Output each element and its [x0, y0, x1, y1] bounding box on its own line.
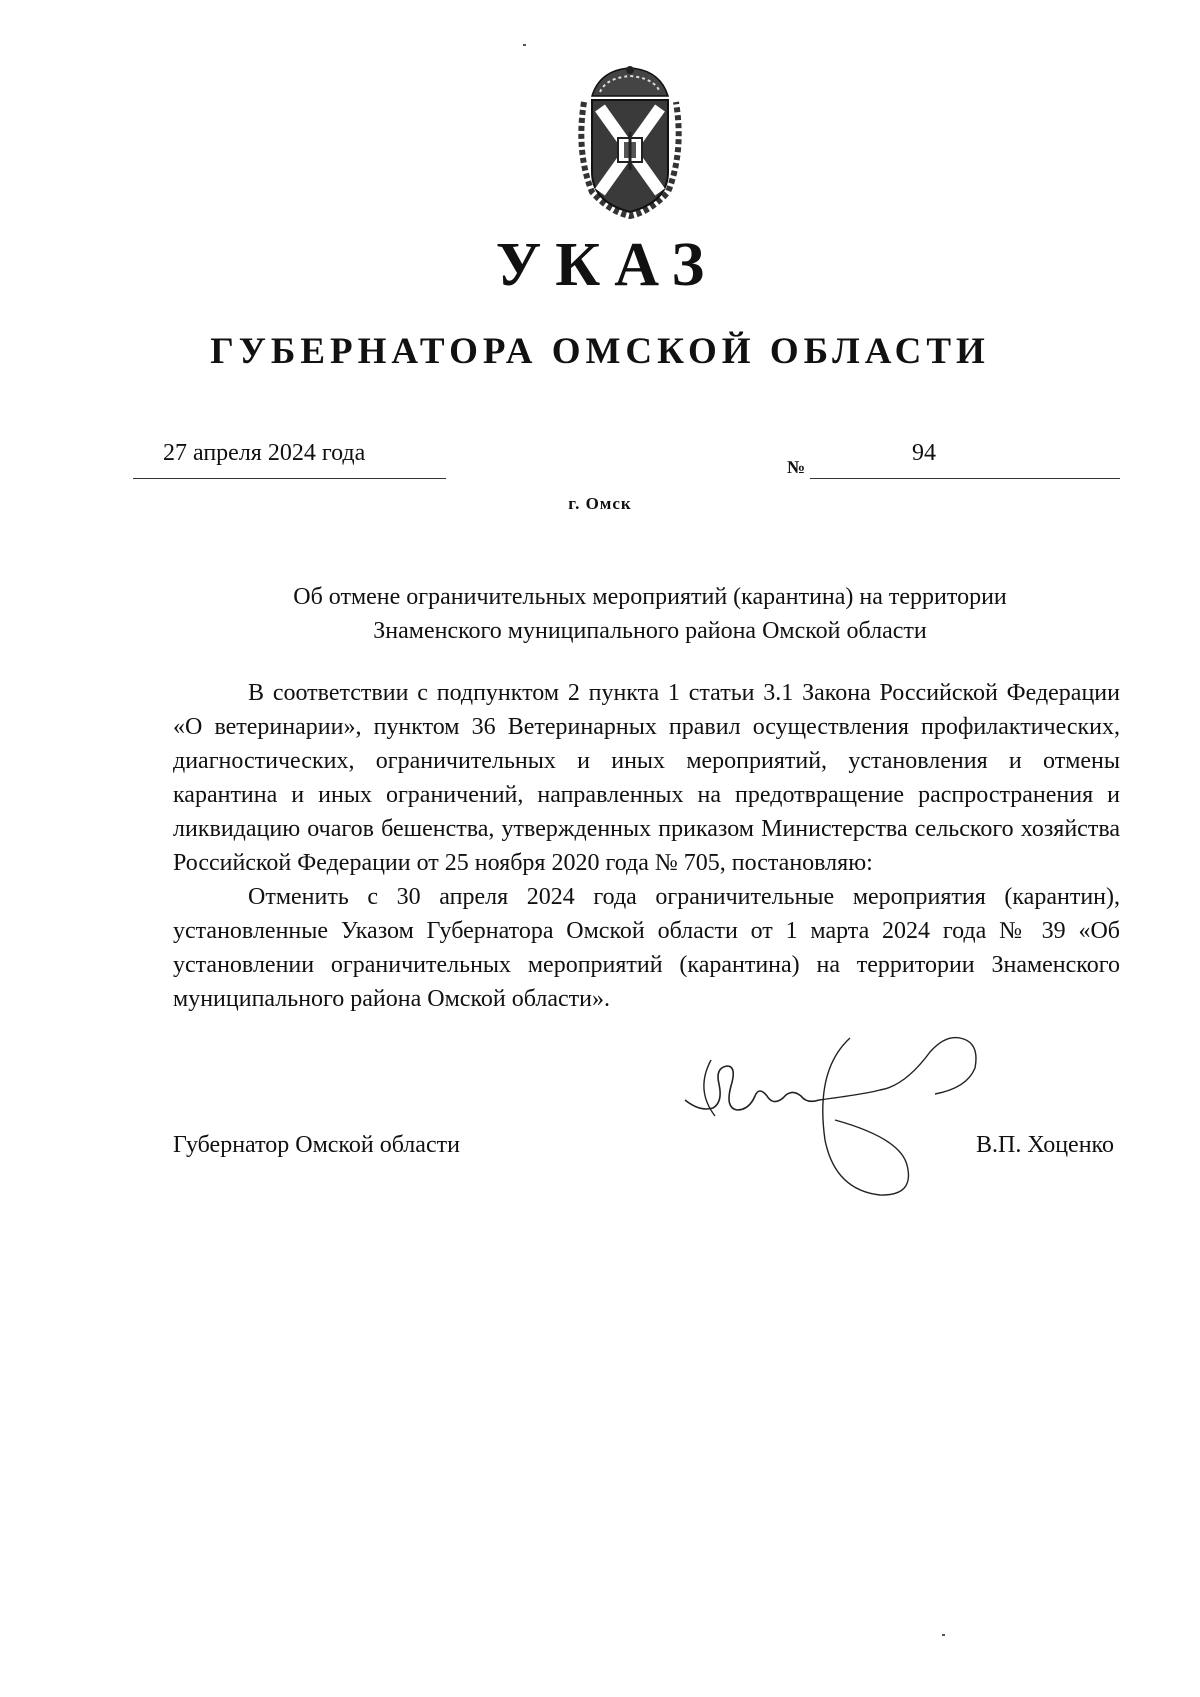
subject-line-1: Об отмене ограничительных мероприятий (карантина) на территории: [293, 584, 1007, 610]
document-subtitle: ГУБЕРНАТОРА ОМСКОЙ ОБЛАСТИ: [210, 331, 990, 372]
signatory-name: В.П. Хоценко: [976, 1132, 1114, 1158]
omsk-coat-of-arms-icon: [570, 62, 690, 220]
scan-speck: [942, 1634, 945, 1636]
body-paragraph-2: Отменить с 30 апреля 2024 года ограничительные мероприятия (карантин), установленные Указом Губернатора Омской области от 1 марта 2024 года № 39 «Об установлении ограничительных мероприятий (карантина) на территории Знаменского муниципального района Омской области».: [173, 884, 1120, 1012]
document-body: [173, 676, 1120, 1016]
signatory-position: Губернатор Омской области: [173, 1132, 460, 1158]
document-title: УКАЗ: [495, 231, 719, 299]
city-label: г. Омск: [568, 494, 632, 513]
document-subject: [190, 580, 1110, 648]
document-number: 94: [912, 440, 936, 466]
document-date: 27 апреля 2024 года: [163, 440, 366, 466]
subject-line-2: Знаменского муниципального района Омской области: [373, 618, 927, 644]
handwritten-signature-icon: [675, 1030, 1025, 1205]
number-field: [810, 440, 1120, 479]
number-sign: №: [787, 457, 806, 477]
scan-speck: [523, 44, 526, 46]
body-paragraph-1: В соответствии с подпунктом 2 пункта 1 статьи 3.1 Закона Российской Федерации «О ветеринарии», пунктом 36 Ветеринарных правил осуществления профилактических, диагностических, ограничительных и иных мероприятий, установления и отмены карантина и иных ограничений, направленных на предотвращение распространения и ликвидацию очагов бешенства, утвержденных приказом Министерства сельского хозяйства Российской Федерации от 25 ноября 2020 года № 705, постановляю:: [173, 680, 1120, 876]
date-field: [133, 440, 446, 479]
